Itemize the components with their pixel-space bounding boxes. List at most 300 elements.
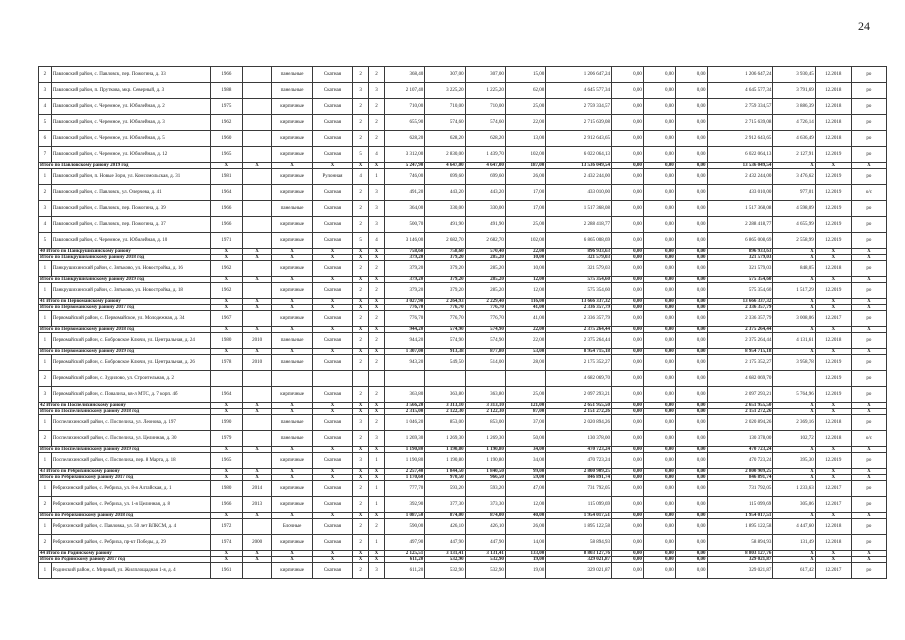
table-cell: 34,00 [505,453,545,469]
table-cell: 12.2017 [815,563,851,579]
table-cell: 4 655,99 [773,217,815,233]
table-cell: 13 536 049,54 [546,163,612,169]
table-cell: 47,00 [505,481,545,497]
table-cell: 0,00 [643,557,675,563]
table-cell: 3 [369,185,385,201]
table-cell: 13 666 337,32 [707,299,773,305]
table-cell: X [353,255,369,261]
table-cell: 3 312,00 [384,147,424,163]
table-cell: 12.2019 [815,217,851,233]
table-cell: 0,00 [643,115,675,131]
table-cell: X [851,249,886,255]
table-cell: 1974 [210,535,242,551]
table-cell: 0,00 [675,513,707,519]
table-cell: 1 [39,415,52,431]
table-cell: X [773,475,815,481]
table-cell: 0,00 [612,355,644,371]
table-cell: 22,00 [505,115,545,131]
table-cell [369,371,385,387]
table-cell: 4 [39,217,52,233]
table-cell: 321 579,03 [546,255,612,261]
table-cell: X [353,469,369,475]
table-cell: ро [851,387,886,403]
table-cell: кирпичные [272,535,312,551]
table-cell: X [242,557,272,563]
table-cell: 0,00 [612,305,644,311]
table-cell: Первомайский район, с. Повалиха, кв-л МТС, д. 7 корп. 4б [51,387,210,403]
table-cell: 2 [369,519,385,535]
table-cell: Скатная [312,563,352,579]
table-cell: 2 [39,497,52,513]
table-cell: 53,00 [505,349,545,355]
table-cell: 12.2019 [815,201,851,217]
table-cell: 130 378,00 [707,431,773,447]
table-cell: 0,00 [643,99,675,115]
table-cell: 102,00 [505,147,545,163]
table-cell: 0,00 [643,415,675,431]
table-cell: Скатная [312,519,352,535]
table-cell: Итого по Первомайскому району 2018 год [39,327,211,333]
table-cell: ро [851,115,886,131]
table-cell: ро [851,261,886,277]
table-cell: 0,00 [675,67,707,83]
table-cell: 0,00 [643,277,675,283]
table-cell: панельные [272,201,312,217]
table-cell: X [242,447,272,453]
table-cell: панельные [272,355,312,371]
table-cell: Скатная [312,217,352,233]
table-cell: X [369,475,385,481]
table-cell: 1965 [210,453,242,469]
table-cell: 2 [369,333,385,349]
table-cell: 1 233,63 [773,481,815,497]
table-cell: 0,00 [612,453,644,469]
table-cell: X [369,349,385,355]
table-cell: 2 288 418,77 [707,217,773,233]
table-cell: X [242,163,272,169]
table-cell: X [851,255,886,261]
table-cell: 1 225,20 [465,83,505,99]
table-cell: X [272,409,312,415]
table-cell: 87,00 [505,409,545,415]
table-cell: 0,00 [612,469,644,475]
table-cell: 575 354,60 [546,283,612,299]
table-cell: 0,00 [612,519,644,535]
table-cell: X [773,403,815,409]
table-cell: ро [851,497,886,513]
table-cell: 363,80 [465,387,505,403]
table-cell [773,371,815,387]
table-cell: X [851,327,886,333]
table-cell: X [851,447,886,453]
table-cell: 896 933,63 [546,249,612,255]
table-cell: 0,00 [675,349,707,355]
table-cell: 1 [39,453,52,469]
table-row [39,261,887,277]
table-cell: X [242,299,272,305]
table-cell: Скатная [312,311,352,327]
table-cell: 12,00 [505,497,545,513]
table-cell: X [312,299,352,305]
table-cell: 6 022 064,13 [707,147,773,163]
table-cell: Скатная [312,115,352,131]
table-cell: Скатная [312,185,352,201]
table-cell: 500,70 [384,217,424,233]
table-cell: 2 [353,333,369,349]
table-cell: 12.2017 [815,497,851,513]
table-cell: 699,60 [425,169,465,185]
table-cell: 1 [369,169,385,185]
table-cell: 2 [353,201,369,217]
table-cell: 617,42 [773,563,815,579]
table-cell: X [210,447,242,453]
table-cell: 379,20 [384,255,424,261]
table-cell: 102,00 [505,233,545,249]
table-cell: X [815,551,851,557]
table-cell: 1 269,30 [384,431,424,447]
table-cell: Поспелихинский район, с. Поспелиха, ул. Целинная, д. 30 [51,431,210,447]
table-cell: 0,00 [675,201,707,217]
table-cell: 2 651 955,50 [546,403,612,409]
table-cell: X [312,469,352,475]
table-cell: 593,20 [425,481,465,497]
table-cell: 8 954 715,18 [707,349,773,355]
table-cell: 3 930,45 [773,67,815,83]
table-row [39,535,887,551]
table-cell: 12.2019 [815,185,851,201]
table-cell: 285,20 [465,283,505,299]
table-cell: 0,00 [675,255,707,261]
table-cell: 2 [353,387,369,403]
register-table [38,66,887,579]
table-row [39,481,887,497]
table-cell: ро [851,311,886,327]
table-cell: 1 269,30 [425,431,465,447]
table-cell: 853,00 [465,415,505,431]
table-cell: 59,00 [505,475,545,481]
table-cell: ро [851,371,886,387]
table-row [39,497,887,513]
table-cell: X [815,277,851,283]
table-cell: X [272,305,312,311]
table-cell: 1 [39,563,52,579]
table-cell: X [369,249,385,255]
table-cell: 62,00 [505,83,545,99]
table-cell: 3 [39,83,52,99]
table-cell: 1961 [210,563,242,579]
table-cell: 6 [39,131,52,147]
table-cell: кирпичные [272,481,312,497]
table-cell: X [369,447,385,453]
table-cell: X [210,327,242,333]
table-cell: 0,00 [612,557,644,563]
table-cell: Ребрихинский район, с. Ребриха, ул. 1-я Целинная, д. 8 [51,497,210,513]
table-cell: 574,60 [465,115,505,131]
table-cell: 5 [353,233,369,249]
table-cell: кирпичные [272,217,312,233]
table-cell: 0,00 [612,163,644,169]
table-cell: 3 [39,201,52,217]
table-cell: 2 097 293,21 [707,387,773,403]
table-cell: 2 759 334,57 [546,99,612,115]
table-cell: X [815,447,851,453]
table-cell: Скатная [312,431,352,447]
table-cell: 8 803 127,76 [707,551,773,557]
table-cell: ро [851,131,886,147]
table-cell: 0,00 [643,131,675,147]
table-cell: ро [851,333,886,349]
table-cell: 2 151 272,26 [546,409,612,415]
table-cell [242,261,272,277]
table-cell: X [272,349,312,355]
table-cell: X [272,327,312,333]
table-row [39,83,887,99]
table-cell [242,67,272,83]
table-cell: 3 791,69 [773,83,815,99]
table-cell: X [210,299,242,305]
table-cell: X [851,409,886,415]
table-cell: 12.2018 [815,115,851,131]
table-cell: 40,00 [505,513,545,519]
table-cell: 0,00 [612,535,644,551]
table-cell: 1966 [210,201,242,217]
table-cell: 0,00 [612,475,644,481]
table-cell: X [773,277,815,283]
table-cell: Родинский район, с. Мирный, ул. Жилплощадная 1-я, д. 4 [51,563,210,579]
table-cell: 2010 [242,355,272,371]
table-cell: X [242,255,272,261]
table-cell: Скатная [312,131,352,147]
table-cell: 877,80 [465,349,505,355]
table-cell: 321 579,03 [707,255,773,261]
table-cell: Скатная [312,481,352,497]
table-cell: 116,00 [505,299,545,305]
table-cell: 2 [353,519,369,535]
table-cell: X [773,305,815,311]
table-cell: 2 [369,311,385,327]
table-cell: 3 [39,387,52,403]
table-cell: X [815,327,851,333]
table-cell: 2 [369,67,385,83]
table-cell: X [210,513,242,519]
table-cell: 776,70 [425,305,465,311]
table-cell: 0,00 [612,67,644,83]
table-cell: 4 [369,233,385,249]
table-cell: 1962 [210,283,242,299]
table-cell: 0,00 [675,497,707,513]
table-cell [505,371,545,387]
table-cell: 590,00 [384,519,424,535]
table-cell: 12.2017 [815,481,851,497]
table-cell: Павловский район, с. Черемное, ул. Юбилейная, д. 3 [51,115,210,131]
table-cell: 0,00 [675,333,707,349]
table-cell: 28,00 [505,355,545,371]
table-cell: 12,00 [505,283,545,299]
table-cell: Павловский район, с. Павловск, пер. Пожогина, д. 33 [51,67,210,83]
table-cell: 549,50 [425,355,465,371]
table-cell: 2 175 352,27 [546,355,612,371]
table-cell: ро [851,217,886,233]
table-cell: 12.2019 [815,387,851,403]
table-cell: Павловский район, с. Черемное, ул. Юбилейная, д. 10 [51,233,210,249]
table-cell: X [272,163,312,169]
table-cell: X [312,409,352,415]
table-cell: Итого по Павловскому району 2019 год [39,163,211,169]
table-cell: Итого по Ребрихинскому району 2018 год [39,513,211,519]
table-cell: 0,00 [643,447,675,453]
table-cell: 758,60 [384,249,424,255]
table-cell: 2 175 352,27 [707,355,773,371]
table-cell: 0,00 [612,403,644,409]
table-cell: X [242,469,272,475]
table-cell: 4 [353,169,369,185]
table-cell: Павловский район, с. Павловск, пер. Пожогина, д. 37 [51,217,210,233]
table-cell: 330,00 [425,201,465,217]
table-cell: 1966 [210,217,242,233]
table-cell: Рулонная [312,169,352,185]
table-cell: X [773,447,815,453]
table-cell: 305,06 [773,497,815,513]
table-cell: 1964 [210,185,242,201]
table-cell: 447,90 [425,535,465,551]
table-cell: 2 800 909,25 [546,469,612,475]
table-cell: 1971 [210,233,242,249]
table-cell: X [773,327,815,333]
table-cell: 0,00 [612,169,644,185]
table-cell: 0,00 [643,497,675,513]
table-cell: 0,00 [643,355,675,371]
table-cell: 0,00 [612,277,644,283]
table-cell: 5 [353,147,369,163]
table-cell [242,217,272,233]
table-cell: 1 190,80 [425,447,465,453]
table-cell: X [773,557,815,563]
table-cell: 0,00 [675,305,707,311]
table-cell: Скатная [312,355,352,371]
table-cell: 776,70 [384,305,424,311]
table-cell: 848,05 [773,261,815,277]
table-cell: 12.2018 [815,333,851,349]
table-cell: 3 027,90 [384,299,424,305]
table-cell: 2 [369,99,385,115]
table-cell: X [815,557,851,563]
table-cell: X [369,327,385,333]
table-cell: 0,00 [675,431,707,447]
table-cell: 2 [353,283,369,299]
table-cell [210,371,242,387]
table-cell: ро [851,147,886,163]
table-cell: 1 [39,311,52,327]
table-cell: 0,00 [643,283,675,299]
table-cell: 4 131,61 [773,333,815,349]
table-cell: 944,20 [384,327,424,333]
table-cell: 2 020 894,26 [707,415,773,431]
table-cell [242,83,272,99]
table-row [39,185,887,201]
table-cell: 776,70 [384,311,424,327]
table-cell: 699,60 [465,169,505,185]
table-cell: 2 [353,131,369,147]
table-cell: 4 647,00 [465,163,505,169]
table-cell: 6 022 064,13 [546,147,612,163]
table-cell: 2 125,51 [384,551,424,557]
table-cell: кирпичные [272,99,312,115]
table-cell: X [815,475,851,481]
table-cell: X [353,403,369,409]
table-cell: 131,49 [773,535,815,551]
table-cell: 321 579,03 [707,261,773,277]
table-cell: X [773,513,815,519]
table-cell: 2 [353,185,369,201]
table-cell: 115 099,69 [707,497,773,513]
table-cell: 3 146,00 [384,233,424,249]
table-cell: ро [851,481,886,497]
table-cell: Скатная [312,233,352,249]
table-cell: X [312,475,352,481]
table-row [39,333,887,349]
table-cell: X [851,403,886,409]
table-cell: 15,00 [505,67,545,83]
table-row [39,147,887,163]
table-cell [425,371,465,387]
table-cell: 846 891,74 [546,475,612,481]
table-cell: 0,00 [643,83,675,99]
table-cell: 470 723,24 [546,453,612,469]
table-cell: X [210,305,242,311]
table-cell: 373,30 [465,497,505,513]
table-row [39,519,887,535]
table-cell: 0,00 [675,551,707,557]
table-cell: кирпичные [272,563,312,579]
table-cell: кирпичные [272,147,312,163]
table-cell [465,371,505,387]
table-cell: 0,00 [643,453,675,469]
table-cell: панельные [272,431,312,447]
table-cell [353,371,369,387]
table-cell: 58 894,93 [546,535,612,551]
table-cell: 2 800 909,25 [707,469,773,475]
table-cell: 17,00 [505,201,545,217]
table-cell: 1964 [210,387,242,403]
table-cell: X [242,403,272,409]
table-cell: X [773,249,815,255]
table-cell: Скатная [312,201,352,217]
table-cell: 4 [369,147,385,163]
table-cell: 379,20 [384,261,424,277]
table-cell: о/с [851,185,886,201]
table-cell: кирпичные [272,283,312,299]
table-cell: 40 Итого по Панкрушихинскому району [39,249,211,255]
table-cell: 1 [39,333,52,349]
table-row [39,371,887,387]
table-cell: 944,20 [384,333,424,349]
table-cell: 4 682 069,70 [707,371,773,387]
table-cell: X [369,403,385,409]
table-row [39,453,887,469]
table-cell [242,387,272,403]
table-cell: ро [851,453,886,469]
table-cell: 628,20 [425,131,465,147]
table-cell: 1981 [210,169,242,185]
table-cell: 12.2018 [815,415,851,431]
table-cell: X [815,469,851,475]
table-cell: ро [851,283,886,299]
table-cell: 43 Итого по Ребрихинскому району [39,469,211,475]
table-cell: 2 375 264,44 [546,333,612,349]
table-cell: 42 Итого по Поспелихинскому району [39,403,211,409]
table-cell: 2 [353,261,369,277]
table-cell: Итого по Ребрихинскому району 2017 год [39,475,211,481]
